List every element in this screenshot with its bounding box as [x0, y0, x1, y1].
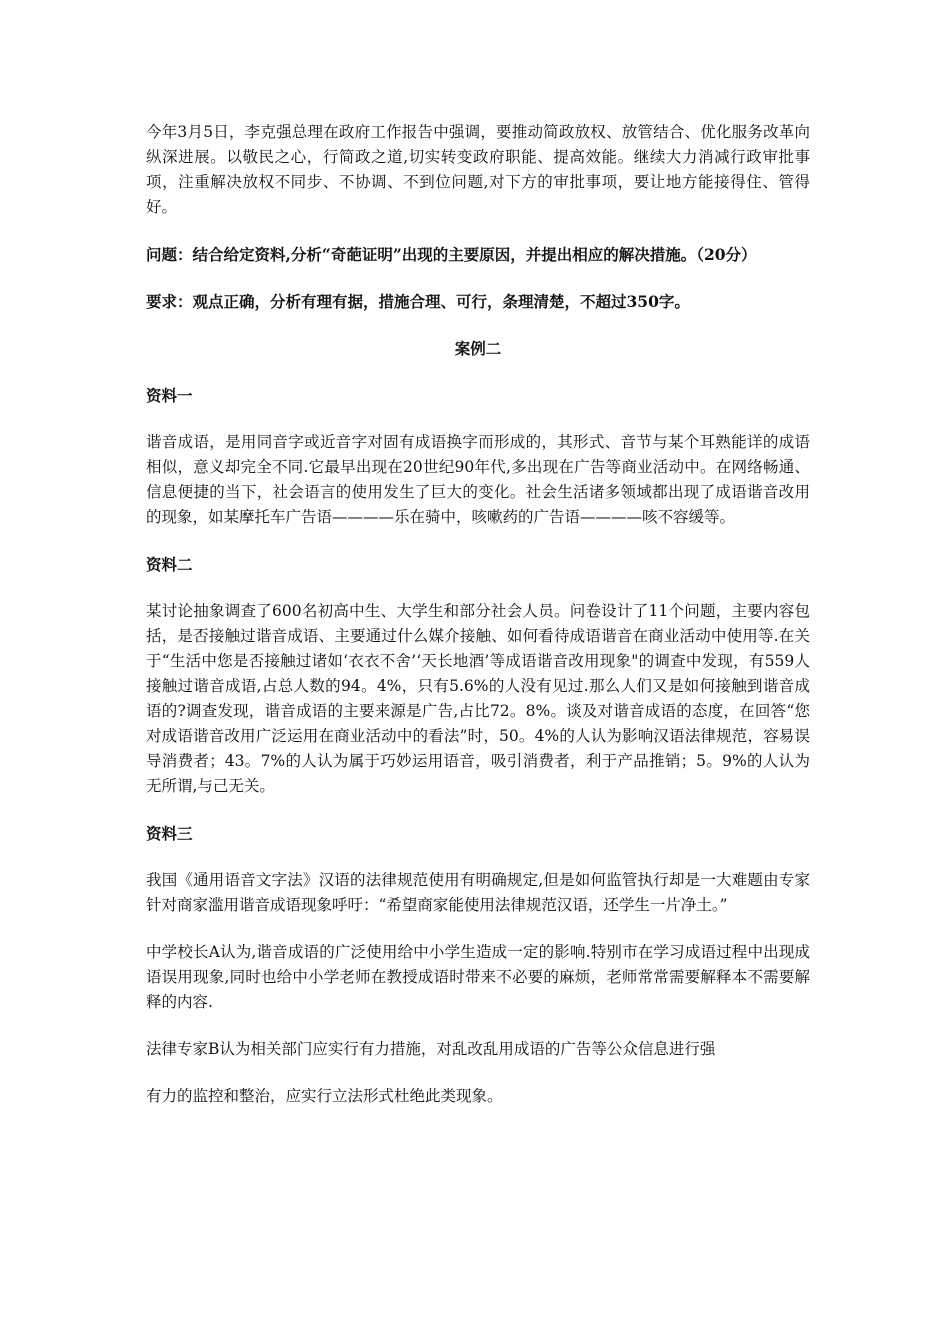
material3-text-4: 有力的监控和整治，应实行立法形式杜绝此类现象。 — [146, 1087, 503, 1105]
material3-text-1: 我国《通用语音文字法》汉语的法律规范使用有明确规定,但是如何监管执行却是一大难题由专家针对商家滥用谐音成语现象呼吁：“希望商家能使用法律规范汉语，还学生一片净土。” — [146, 871, 810, 914]
requirement-text: 要求：观点正确，分析有理有据，措施合理、可行，条理清楚，不超过350字。 — [146, 292, 690, 311]
document-page — [146, 120, 810, 1109]
material2-text: 某讨论抽象调查了600名初高中生、大学生和部分社会人员。问卷设计了11个问题，主要内容包括，是否接触过谐音成语、主要通过什么媒介接触、如何看待成语谐音在商业活动中使用等.在关于“生活中您是否接触过诸如‘衣衣不舍’‘天长地酒’等成语谐音改用现象"的调查中发现，有559人接触过谐音成语,占总人数的94。4%，只有5.6%的人没有见过.那么人们又是如何接触到谐音成语的?调查发现，谐音成语的主要来源是广告,占比72。8%。谈及对谐音成语的态度，在回答“您对成语谐音改用广泛运用在商业活动中的看法”时，50。4%的人认为影响汉语法律规范，容易误导消费者；43。7%的人认为属于巧妙运用语音，吸引消费者，利于产品推销；5。9%的人认为无所谓,与己无关。 — [146, 602, 810, 795]
material1-title: 资料一 — [146, 386, 193, 405]
question-text: 问题：结合给定资料,分析“奇葩证明”出现的主要原因，并提出相应的解决措施。（20分） — [146, 245, 757, 264]
material3-title: 资料三 — [146, 824, 193, 843]
material3-text-3: 法律专家B认为相关部门应实行有力措施，对乱改乱用成语的广告等公众信息进行强 — [146, 1040, 716, 1058]
case-title: 案例二 — [454, 339, 502, 358]
material2-title: 资料二 — [146, 555, 193, 574]
material3-text-2: 中学校长A认为,谐音成语的广泛使用给中小学生造成一定的影响.特别市在学习成语过程中出现成语误用现象,同时也给中小学老师在教授成语时带来不必要的麻烦，老师常常需要解释本不需要解释的内容. — [146, 943, 810, 1011]
material1-text: 谐音成语，是用同音字或近音字对固有成语换字而形成的，其形式、音节与某个耳熟能详的成语相似，意义却完全不同.它最早出现在20世纪90年代,多出现在广告等商业活动中。在网络畅通、信息便捷的当下，社会语言的使用发生了巨大的变化。社会生活诸多领域都出现了成语谐音改用的现象，如某摩托车广告语————乐在骑中，咳嗽药的广告语————咳不容缓等。 — [146, 433, 810, 526]
intro-paragraph: 今年3月5日，李克强总理在政府工作报告中强调，要推动简政放权、放管结合、优化服务改革向纵深进展。以敬民之心，行简政之道,切实转变政府职能、提高效能。继续大力消减行政审批事项，注重解决放权不同步、不协调、不到位问题,对下方的审批事项，要让地方能接得住、管得好。 — [146, 123, 810, 216]
